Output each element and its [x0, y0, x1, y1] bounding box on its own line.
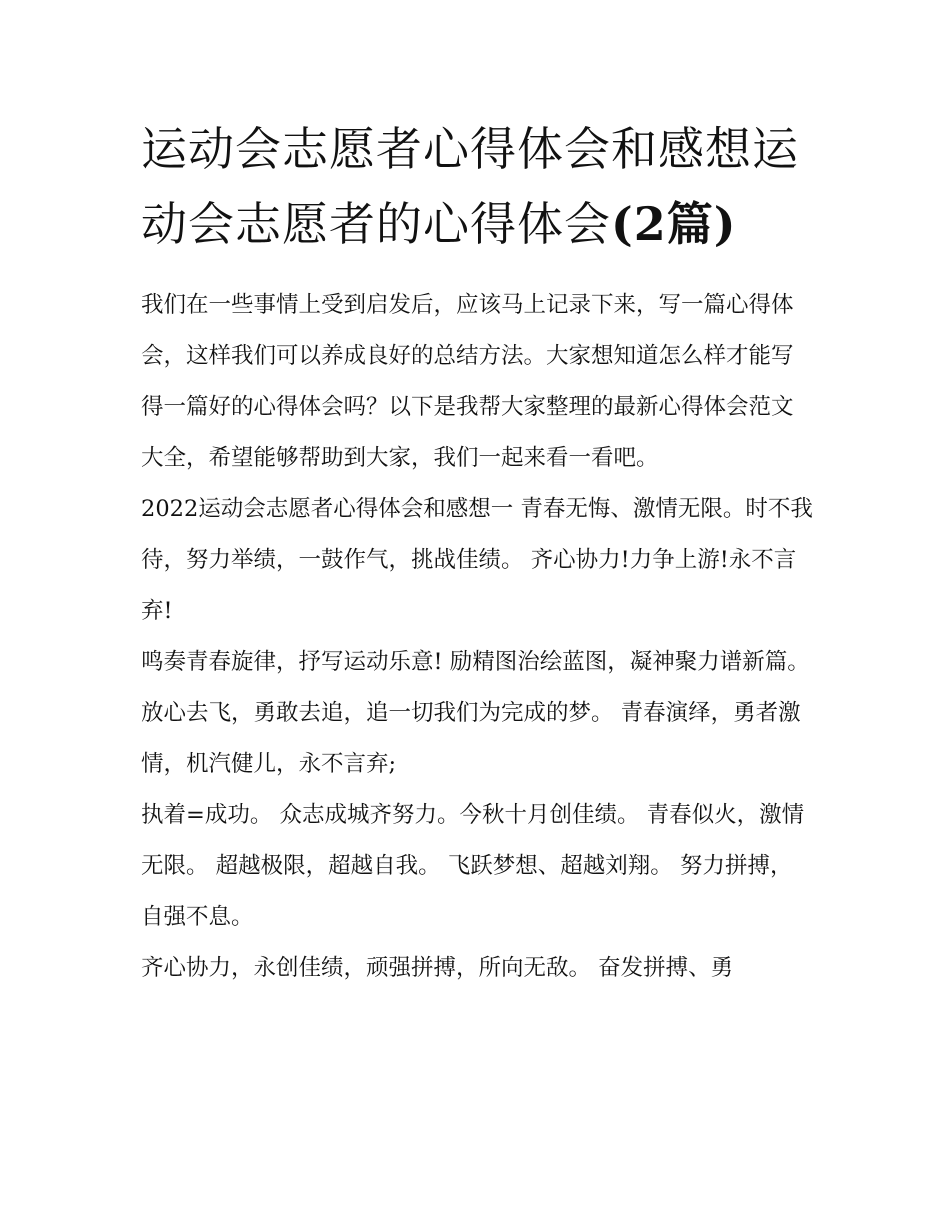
paragraph-intro: 我们在一些事情上受到启发后，应该马上记录下来，写一篇心得体会，这样我们可以养成良好的总结方法。大家想知道怎么样才能写得一篇好的心得体会吗？以下是我帮大家整理的最新心得体会范文大全，希望能够帮助到大家，我们一起来看一看吧。 [141, 292, 794, 471]
paragraph-slogans-2: 鸣奏青春旋律，抒写运动乐意! 励精图治绘蓝图，凝神聚力谱新篇。 放心去飞，勇敢去追，追一切我们为完成的梦。 青春演绎，勇者激情，机汽健儿，永不言弃; [141, 649, 810, 777]
paragraph-slogans-1: 2022运动会志愿者心得体会和感想一 青春无悔、激情无限。时不我待，努力举绩，一鼓作气，挑战佳绩。 齐心协力!力争上游!永不言弃! [141, 496, 813, 624]
document-title: 运动会志愿者心得体会和感想运动会志愿者的心得体会(2篇) [141, 122, 799, 251]
paragraph-slogans-3: 执着=成功。 众志成城齐努力。今秋十月创佳绩。 青春似火，激情无限。 超越极限，超越自我。 飞跃梦想、超越刘翔。 努力拼搏，自强不息。 [141, 802, 805, 930]
paragraph-slogans-4: 齐心协力，永创佳绩，顽强拼搏，所向无敌。 奋发拼搏、勇 [141, 955, 734, 981]
document-page [141, 112, 813, 994]
document-body [141, 280, 813, 994]
